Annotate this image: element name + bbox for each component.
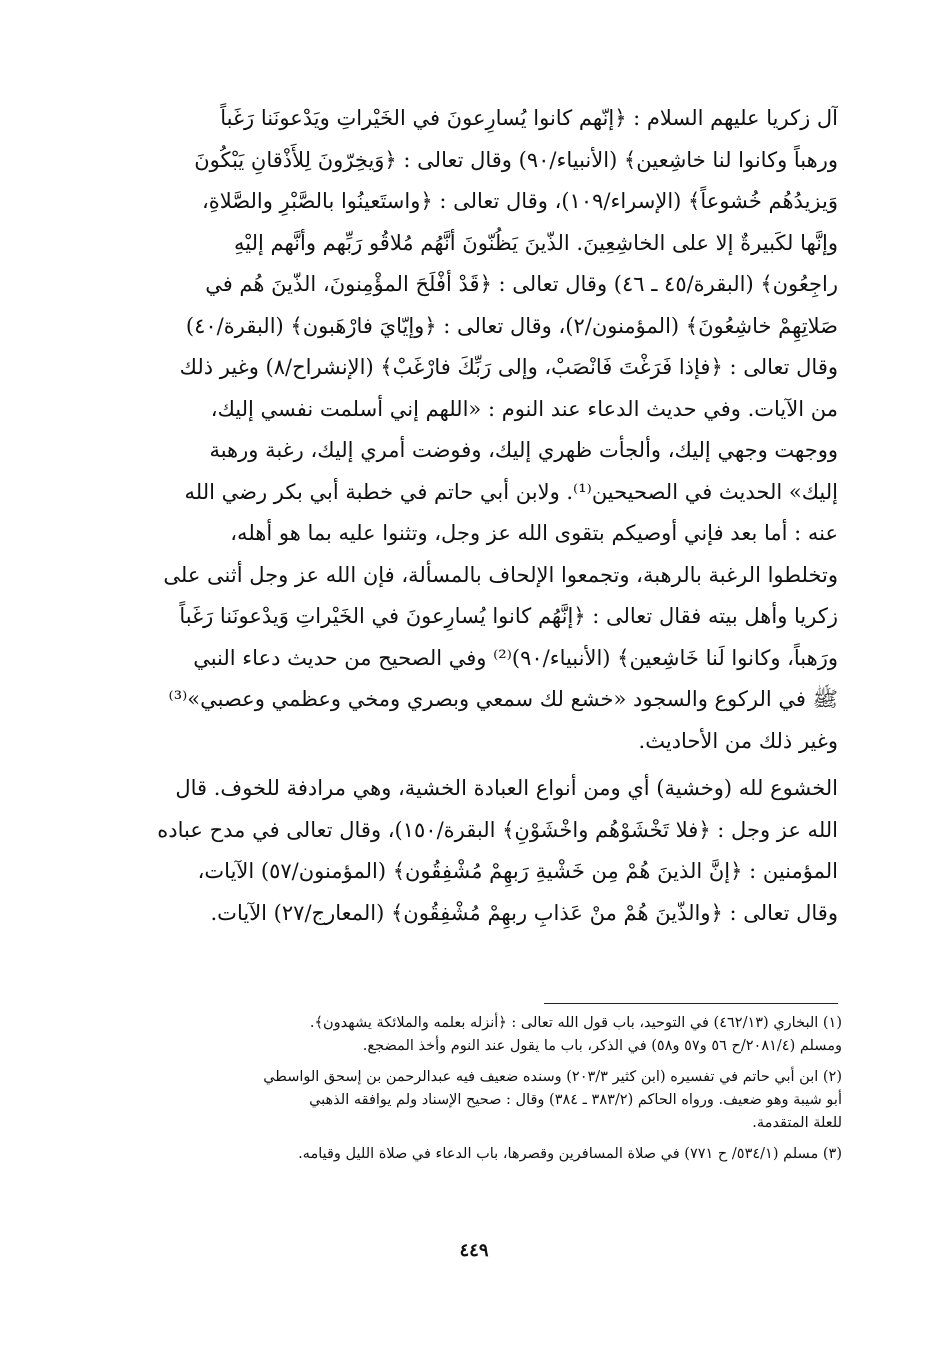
text-line: ورَهباً، وكانوا لَنا خَاشِعين﴾ (الأنبياء/٩٠)⁽²⁾ وفي الصحيح من حديث دعاء النبي bbox=[193, 645, 838, 670]
text-line: وغير ذلك من الأحاديث. bbox=[638, 728, 838, 753]
footnote-line: ومسلم (٢٠٨١/٤/ح ٥٦ و٥٧ و٥٨) في الذكر، باب ما يقول عند النوم وأخذ المضجع. bbox=[362, 1038, 842, 1054]
text-line: ﷺ في الركوع والسجود «خشع لك سمعي وبصري ومخي وعظمي وعصبي»⁽³⁾ bbox=[168, 687, 838, 711]
text-line: وإنَّها لكَبيرةٌ إلا على الخاشِعِينَ. الذّينَ يَظُنّونَ أنَّهُم مُلاقُو رَبِّهم وأنَّهم إليْهِ bbox=[233, 230, 838, 255]
footnote-2 bbox=[110, 1066, 842, 1135]
paragraph-1 bbox=[118, 98, 838, 762]
text-line: إليك» الحديث في الصحيحين⁽¹⁾. ولابن أبي حاتم في خطبة أبي بكر رضي الله bbox=[184, 479, 838, 504]
text-line: وقال تعالى : ﴿والذّينَ هُمْ منْ عَذابِ ربهِمْ مُشْفِقُون﴾ (المعارج/٢٧) الآيات. bbox=[210, 900, 838, 925]
footnotes bbox=[110, 1012, 842, 1166]
footnote-1 bbox=[110, 1012, 842, 1058]
text-line: وتخلطوا الرغبة بالرهبة، وتجمعوا الإلحاف بالمسألة، فإن الله عز وجل أثنى على bbox=[163, 562, 838, 587]
footnote-gap bbox=[110, 1058, 842, 1066]
text-line: آل زكريا عليهم السلام : ﴿إنّهم كانوا يُسارِعونَ في الخَيْراتِ ويَدْعونَنا رَغَباً bbox=[220, 106, 838, 130]
text-line: وَيزيدُهُم خُشوعاً﴾ (الإسراء/١٠٩)، وقال تعالى : ﴿واستَعينُوا بالصَّبْرِ والصَّلاةِ، bbox=[201, 189, 838, 213]
footnote-line: (٣) مسلم (٥٣٤/١/ ح ٧٧١) في صلاة المسافرين وقصرها، باب الدعاء في صلاة الليل وقيامه. bbox=[298, 1146, 842, 1162]
page-number: ٤٤٩ bbox=[459, 1240, 489, 1261]
footnote-3 bbox=[110, 1143, 842, 1166]
footnote-line: (٢) ابن أبي حاتم في تفسيره (ابن كثير ٢٠٣/٣) وسنده ضعيف فيه عبدالرحمن بن إسحق الواسطي bbox=[263, 1069, 842, 1085]
main-text bbox=[118, 98, 838, 934]
text-line: المؤمنين : ﴿إنَّ الذينَ هُمْ مِن خَشْيةِ رَبهِمْ مُشْفِقُون﴾ (المؤمنون/٥٧) الآيات، bbox=[197, 859, 838, 883]
text-line: ووجهت وجهي إليك، وألجأت ظهري إليك، وفوضت أمري إليك، رغبة ورهبة bbox=[209, 438, 838, 462]
footnote-line: أبو شيبة وهو ضعيف. ورواه الحاكم (٣٨٣/٢ ـ ٣٨٤) وقال : صحيح الإسناد ولم يوافقه الذهبي bbox=[309, 1092, 842, 1108]
text-line: من الآيات. وفي حديث الدعاء عند النوم : «اللهم إني أسلمت نفسي إليك، bbox=[210, 396, 838, 421]
text-line: الله عز وجل : ﴿فلا تَخْشَوْهُم واخْشَوْنِ﴾ البقرة/١٥٠)، وقال تعالى في مدح عباده bbox=[157, 817, 838, 842]
text-line: صَلاتِهِمْ خاشِعُونَ﴾ (المؤمنون/٢)، وقال تعالى : ﴿وإيّايَ فارْهَبون﴾ (البقرة/٤٠) bbox=[185, 313, 838, 338]
footnote-gap bbox=[110, 1135, 842, 1143]
text-line: وقال تعالى : ﴿فإذا فَرَغْتَ فَانْصَبْ، وإلى رَبِّكَ فارْغَبْ﴾ (الإنشراح/٨) وغير ذلك bbox=[179, 355, 838, 379]
text-line: زكريا وأهل بيته فقال تعالى : ﴿إنَّهُم كانوا يُسارِعونَ في الخَيْراتِ وَيدْعونَنا رَغَباً bbox=[179, 604, 838, 628]
footnote-line: (١) البخاري (٤٦٢/١٣) في التوحيد، باب قول الله تعالى : ﴿أنزله بعلمه والملائكة يشهدون﴾. bbox=[309, 1015, 842, 1031]
text-line: عنه : أما بعد فإني أوصيكم بتقوى الله عز وجل، وتثنوا عليه بما هو أهله، bbox=[230, 521, 838, 545]
text-line: ورهباً وكانوا لنا خاشِعين﴾ (الأنبياء/٩٠) وقال تعالى : ﴿وَيخِرّونَ لِلأَذْقانِ يَبْكُونَ bbox=[194, 147, 838, 172]
footnote-line: للعلة المتقدمة. bbox=[752, 1115, 842, 1131]
footnote-divider bbox=[544, 1003, 838, 1004]
paragraph-2 bbox=[118, 768, 838, 934]
text-line: راجِعُون﴾ (البقرة/٤٥ ـ ٤٦) وقال تعالى : ﴿قَدْ أفْلَحَ المؤْمِنونَ، الذّينَ هُم في bbox=[205, 272, 838, 296]
text-line: الخشوع لله (وخشية) أي ومن أنواع العبادة الخشية، وهي مرادفة للخوف. قال bbox=[175, 776, 838, 800]
